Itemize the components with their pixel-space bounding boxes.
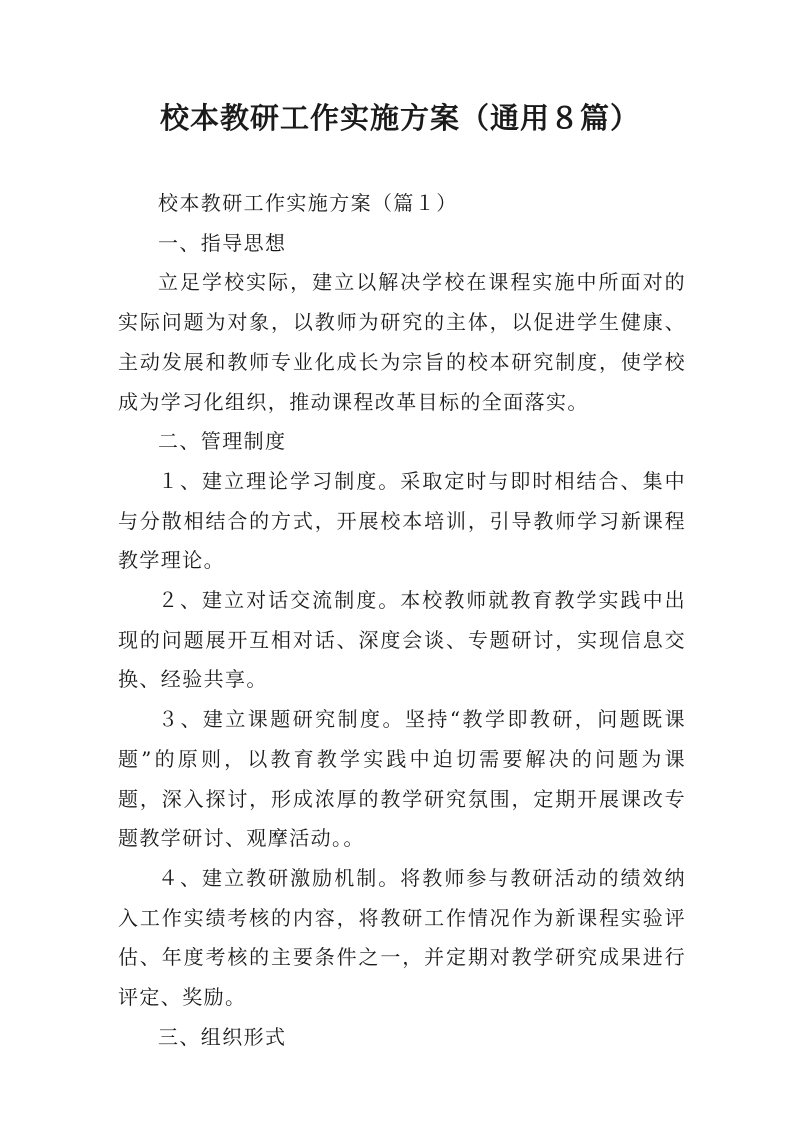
section-title-part-1: 校本教研工作实施方案（篇１）	[158, 191, 458, 215]
heading-management-system: 二、管理制度	[158, 429, 287, 454]
paragraph-item-2: ２、建立对话交流制度。本校教师就教育教学实践中出现的问题展开互相对话、深度会谈、专题研讨，实现信息交换、经验共享。	[118, 588, 686, 692]
paragraph-item-1: １、建立理论学习制度。采取定时与即时相结合、集中与分散相结合的方式，开展校本培训，引导教师学习新课程教学理论。	[118, 468, 686, 573]
document-body	[118, 184, 686, 1057]
heading-organization-form: 三、组织形式	[158, 1024, 287, 1049]
paragraph-guiding-ideology: 立足学校实际，建立以解决学校在课程实施中所面对的实际问题为对象，以教师为研究的主体，以促进学生健康、主动发展和教师专业化成长为宗旨的校本研究制度，使学校成为学习化组织，推动课程改革目标的全面落实。	[118, 270, 686, 414]
paragraph-item-3: ３、建立课题研究制度。坚持“教学即教研，问题既课题”的原则，以教育教学实践中迫切需要解决的问题为课题，深入探讨，形成浓厚的教学研究氛围，定期开展课改专题教学研讨、观摩活动。。	[118, 707, 686, 851]
heading-guiding-ideology: 一、指导思想	[158, 230, 287, 255]
paragraph-item-4: ４、建立教研激励机制。将教师参与教研活动的绩效纳入工作实绩考核的内容，将教研工作情况作为新课程实验评估、年度考核的主要条件之一，并定期对教学研究成果进行评定、奖励。	[118, 865, 686, 1010]
document-title: 校本教研工作实施方案（通用８篇）	[159, 101, 640, 135]
